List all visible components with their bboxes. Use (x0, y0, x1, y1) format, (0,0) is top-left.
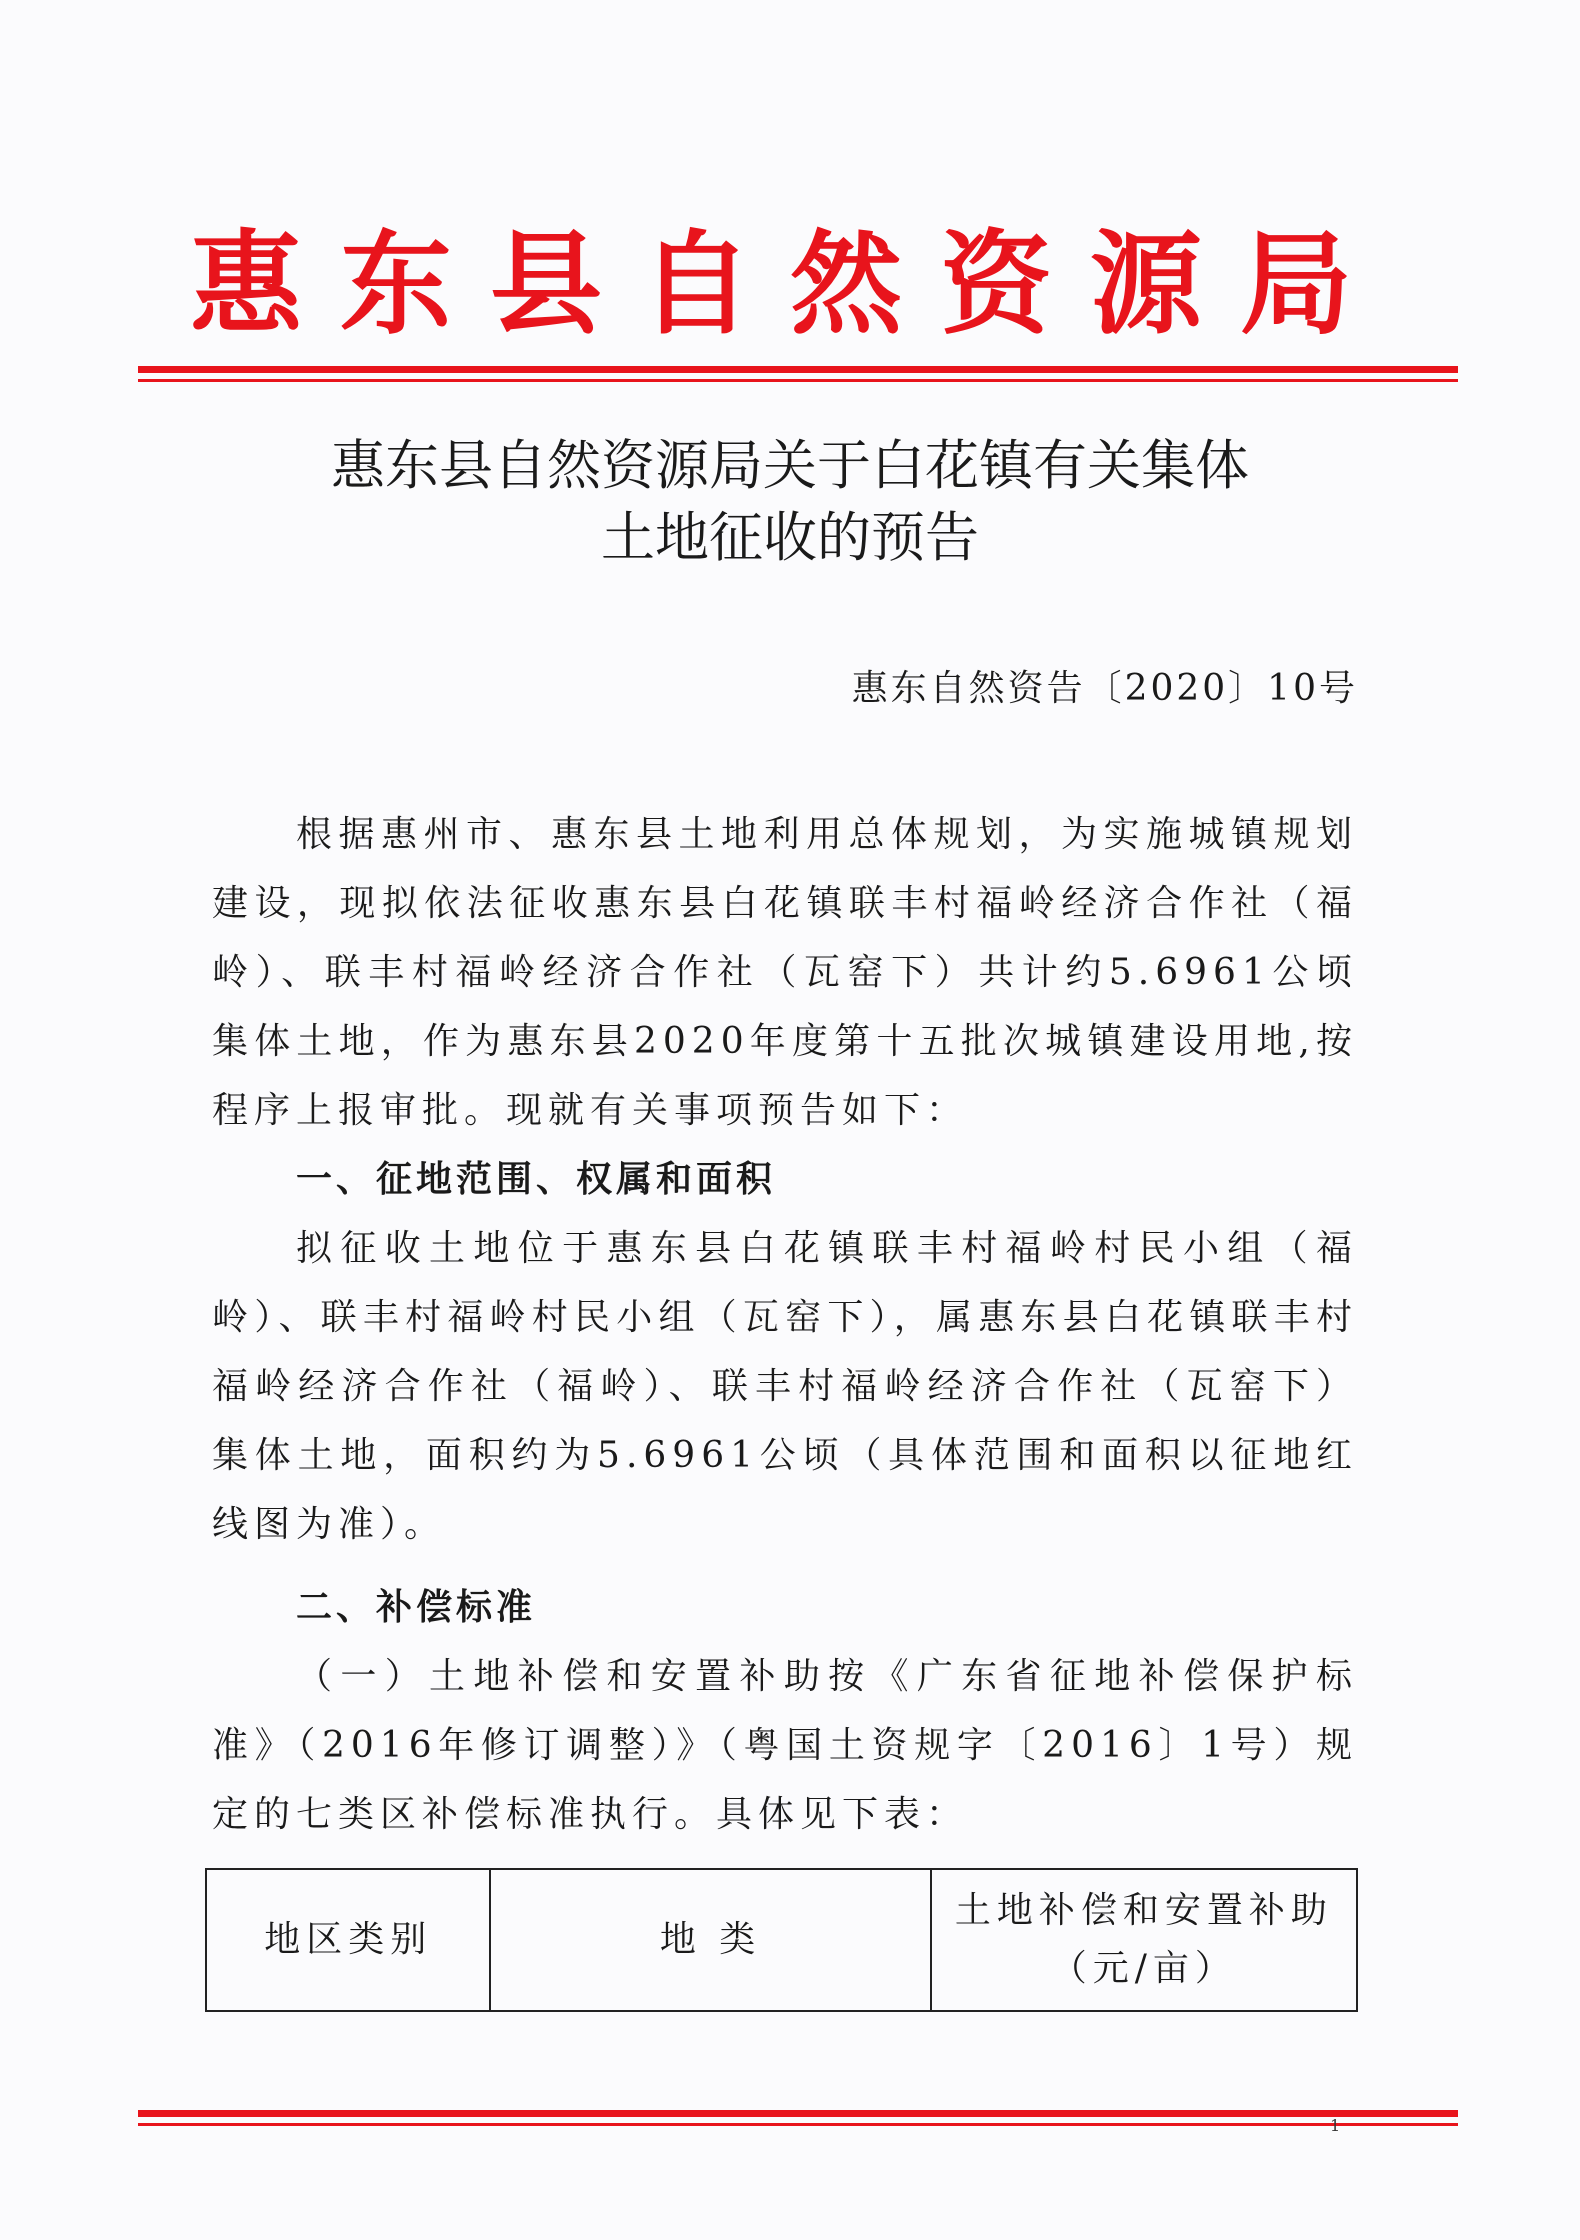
intro-paragraph: 根据惠州市、惠东县土地利用总体规划，为实施城镇规划建设，现拟依法征收惠东县白花镇联丰村福岭经济合作社（福岭）、联丰村福岭经济合作社（瓦窑下）共计约5.6961公顷集体土地，作为惠东县2020年度第十五批次城镇建设用地,按程序上报审批。现就有关事项预告如下： (212, 814, 1358, 1131)
footer-red-rule (138, 2110, 1458, 2126)
page-number: 1 (1330, 2116, 1341, 2135)
section-2-paragraph: （一）土地补偿和安置补助按《广东省征地补偿保护标准》（2016年修订调整）》（粤国土资规字〔2016〕1号）规定的七类区补偿标准执行。具体见下表： (212, 1656, 1358, 1835)
document-number: 惠东自然资告〔2020〕10号 (851, 668, 1358, 709)
table-header-row (206, 1869, 1357, 2011)
header-land-type: 地 类 (490, 1869, 930, 2011)
notice-title-line-1: 惠东县自然资源局关于白花镇有关集体 (331, 434, 1249, 497)
compensation-table (205, 1868, 1358, 2012)
section-2-heading: 二、补偿标准 (296, 1587, 537, 1628)
agency-letterhead: 惠东县自然资源局 (190, 219, 1390, 350)
section-1-heading: 一、征地范围、权属和面积 (296, 1159, 777, 1200)
section-1-paragraph: 拟征收土地位于惠东县白花镇联丰村福岭村民小组（福岭）、联丰村福岭村民小组（瓦窑下），属惠东县白花镇联丰村福岭经济合作社（福岭）、联丰村福岭经济合作社（瓦窑下）集体土地，面积约为5.6961公顷（具体范围和面积以征地红线图为准）。 (212, 1228, 1358, 1545)
letterhead-red-rule (138, 366, 1458, 382)
notice-title (140, 430, 1440, 574)
document-body (212, 800, 1358, 1849)
notice-title-line-2: 土地征收的预告 (601, 506, 979, 569)
header-compensation: 土地补偿和安置补助（元/亩） (931, 1869, 1357, 2011)
header-region-category: 地区类别 (206, 1869, 490, 2011)
